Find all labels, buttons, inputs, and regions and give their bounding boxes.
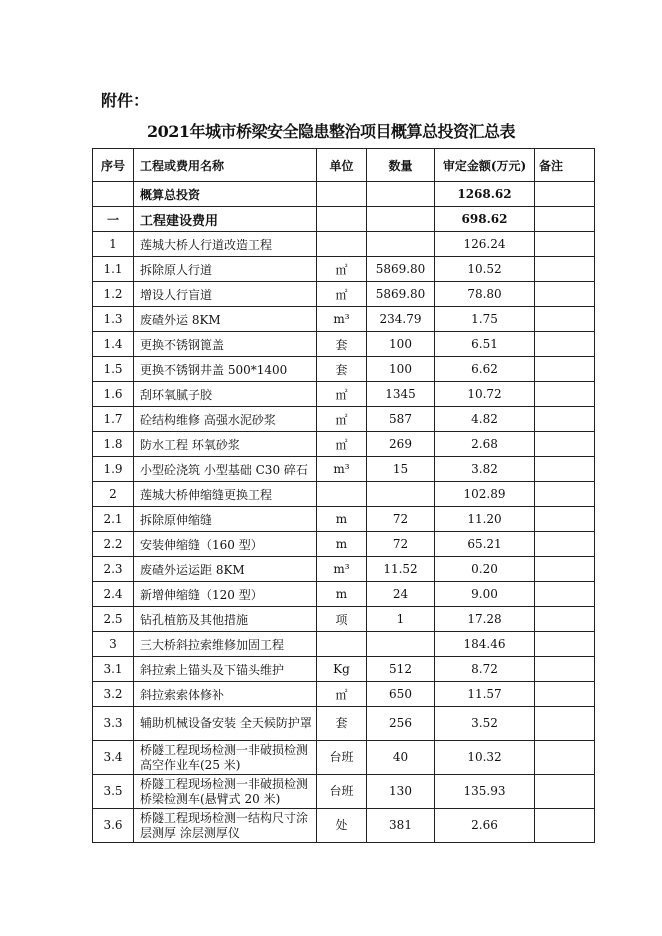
cell-no: 1.3 xyxy=(93,307,134,332)
cell-qty: 587 xyxy=(367,407,435,432)
cell-remark xyxy=(535,357,595,382)
cell-name: 概算总投资 xyxy=(134,182,317,207)
cell-name: 钻孔植筋及其他措施 xyxy=(134,607,317,632)
cell-no: 1.5 xyxy=(93,357,134,382)
table-row xyxy=(93,282,595,307)
cell-no: 3.4 xyxy=(93,741,134,775)
cell-unit: 套 xyxy=(317,357,367,382)
table-row xyxy=(93,582,595,607)
cell-name: 桥隧工程现场检测一结构尺寸涂层测厚 涂层测厚仪 xyxy=(134,809,317,843)
cell-unit: 套 xyxy=(317,707,367,741)
cell-remark xyxy=(535,809,595,843)
cell-unit xyxy=(317,182,367,207)
header-amount: 审定金额(万元) xyxy=(435,149,535,182)
cell-name: 拆除原人行道 xyxy=(134,257,317,282)
table-row xyxy=(93,182,595,207)
cell-qty: 11.52 xyxy=(367,557,435,582)
cell-qty: 100 xyxy=(367,357,435,382)
cell-qty: 40 xyxy=(367,741,435,775)
cell-unit: ㎡ xyxy=(317,432,367,457)
cell-amount: 2.68 xyxy=(435,432,535,457)
cell-name: 小型砼浇筑 小型基础 C30 碎石 xyxy=(134,457,317,482)
cell-remark xyxy=(535,432,595,457)
cell-amount: 8.72 xyxy=(435,657,535,682)
cell-name: 砼结构维修 高强水泥砂浆 xyxy=(134,407,317,432)
cell-unit: ㎡ xyxy=(317,282,367,307)
table-row xyxy=(93,257,595,282)
cell-name: 增设人行盲道 xyxy=(134,282,317,307)
cell-unit: ㎡ xyxy=(317,382,367,407)
cell-amount: 184.46 xyxy=(435,632,535,657)
cell-qty: 5869.80 xyxy=(367,257,435,282)
cell-amount: 11.57 xyxy=(435,682,535,707)
cell-amount: 3.82 xyxy=(435,457,535,482)
cell-qty: 269 xyxy=(367,432,435,457)
cell-remark xyxy=(535,257,595,282)
cell-remark xyxy=(535,532,595,557)
table-row xyxy=(93,682,595,707)
cell-name: 工程建设费用 xyxy=(134,207,317,232)
cell-name: 斜拉索索体修补 xyxy=(134,682,317,707)
cell-remark xyxy=(535,382,595,407)
cell-unit: 台班 xyxy=(317,775,367,809)
cell-qty xyxy=(367,482,435,507)
cell-name: 新增伸缩缝（120 型） xyxy=(134,582,317,607)
cell-remark xyxy=(535,507,595,532)
cell-remark xyxy=(535,307,595,332)
cell-amount: 698.62 xyxy=(435,207,535,232)
cell-remark xyxy=(535,775,595,809)
cell-remark xyxy=(535,741,595,775)
cell-name: 拆除原伸缩缝 xyxy=(134,507,317,532)
cell-remark xyxy=(535,282,595,307)
cell-qty: 1345 xyxy=(367,382,435,407)
cell-remark xyxy=(535,332,595,357)
cell-no: 3.6 xyxy=(93,809,134,843)
cell-amount: 135.93 xyxy=(435,775,535,809)
header-qty: 数量 xyxy=(367,149,435,182)
cell-qty xyxy=(367,207,435,232)
cell-qty: 5869.80 xyxy=(367,282,435,307)
table-row xyxy=(93,482,595,507)
cell-no: 1.8 xyxy=(93,432,134,457)
cell-name: 刮环氧腻子胶 xyxy=(134,382,317,407)
table-row xyxy=(93,775,595,809)
cell-unit: m xyxy=(317,507,367,532)
table-row xyxy=(93,332,595,357)
cell-unit: ㎡ xyxy=(317,682,367,707)
table-row xyxy=(93,232,595,257)
cell-qty: 381 xyxy=(367,809,435,843)
cell-no: 1.2 xyxy=(93,282,134,307)
cell-remark xyxy=(535,457,595,482)
table-row xyxy=(93,741,595,775)
header-name: 工程或费用名称 xyxy=(134,149,317,182)
table-row xyxy=(93,432,595,457)
table-row xyxy=(93,507,595,532)
cell-no xyxy=(93,182,134,207)
table-row xyxy=(93,457,595,482)
cell-no: 1.6 xyxy=(93,382,134,407)
cell-amount: 1.75 xyxy=(435,307,535,332)
header-unit: 单位 xyxy=(317,149,367,182)
cell-amount: 0.20 xyxy=(435,557,535,582)
cell-name: 防水工程 环氧砂浆 xyxy=(134,432,317,457)
cell-unit: 处 xyxy=(317,809,367,843)
cell-amount: 1268.62 xyxy=(435,182,535,207)
header-remark: 备注 xyxy=(535,149,595,182)
cell-qty: 512 xyxy=(367,657,435,682)
cell-unit: ㎡ xyxy=(317,407,367,432)
cell-qty: 1 xyxy=(367,607,435,632)
header-no: 序号 xyxy=(93,149,134,182)
table-row xyxy=(93,407,595,432)
cell-name: 三大桥斜拉索维修加固工程 xyxy=(134,632,317,657)
cell-unit: 套 xyxy=(317,332,367,357)
table-row xyxy=(93,557,595,582)
cell-amount: 4.82 xyxy=(435,407,535,432)
table-row xyxy=(93,307,595,332)
cell-unit: m³ xyxy=(317,557,367,582)
cell-name: 废碴外运 8KM xyxy=(134,307,317,332)
cell-unit: Kg xyxy=(317,657,367,682)
cell-qty xyxy=(367,182,435,207)
table-row xyxy=(93,532,595,557)
cell-amount: 2.66 xyxy=(435,809,535,843)
cell-no: 1.1 xyxy=(93,257,134,282)
cell-qty: 650 xyxy=(367,682,435,707)
cell-remark xyxy=(535,557,595,582)
cell-no: 1 xyxy=(93,232,134,257)
cell-qty: 130 xyxy=(367,775,435,809)
cell-no: 3.5 xyxy=(93,775,134,809)
table-row xyxy=(93,357,595,382)
cell-name: 安装伸缩缝（160 型） xyxy=(134,532,317,557)
cell-unit xyxy=(317,632,367,657)
cell-unit xyxy=(317,207,367,232)
cell-qty: 100 xyxy=(367,332,435,357)
cell-qty: 72 xyxy=(367,507,435,532)
cell-unit: ㎡ xyxy=(317,257,367,282)
cell-no: 2 xyxy=(93,482,134,507)
cell-no: 2.2 xyxy=(93,532,134,557)
table-header-row xyxy=(93,149,595,182)
cell-remark xyxy=(535,582,595,607)
cell-amount: 78.80 xyxy=(435,282,535,307)
investment-summary-table xyxy=(92,148,595,843)
cell-remark xyxy=(535,482,595,507)
cell-unit: m³ xyxy=(317,457,367,482)
cell-qty xyxy=(367,232,435,257)
cell-no: 1.7 xyxy=(93,407,134,432)
cell-remark xyxy=(535,182,595,207)
cell-amount: 126.24 xyxy=(435,232,535,257)
table-row xyxy=(93,382,595,407)
cell-no: 3.2 xyxy=(93,682,134,707)
cell-no: 一 xyxy=(93,207,134,232)
cell-qty: 256 xyxy=(367,707,435,741)
cell-amount: 10.72 xyxy=(435,382,535,407)
table-row xyxy=(93,809,595,843)
cell-no: 1.9 xyxy=(93,457,134,482)
cell-qty: 24 xyxy=(367,582,435,607)
cell-amount: 11.20 xyxy=(435,507,535,532)
cell-remark xyxy=(535,657,595,682)
document-title: 2021年城市桥梁安全隐患整治项目概算总投资汇总表 xyxy=(146,122,516,141)
cell-remark xyxy=(535,232,595,257)
table-row xyxy=(93,657,595,682)
cell-amount: 6.62 xyxy=(435,357,535,382)
cell-amount: 10.32 xyxy=(435,741,535,775)
cell-no: 3.1 xyxy=(93,657,134,682)
cell-name: 斜拉索上锚头及下锚头维护 xyxy=(134,657,317,682)
cell-qty xyxy=(367,632,435,657)
cell-no: 3.3 xyxy=(93,707,134,741)
cell-remark xyxy=(535,207,595,232)
cell-name: 莲城大桥伸缩缝更换工程 xyxy=(134,482,317,507)
cell-no: 2.1 xyxy=(93,507,134,532)
cell-unit xyxy=(317,232,367,257)
table-row xyxy=(93,607,595,632)
table-row xyxy=(93,632,595,657)
cell-qty: 72 xyxy=(367,532,435,557)
cell-unit: m xyxy=(317,582,367,607)
cell-amount: 10.52 xyxy=(435,257,535,282)
cell-remark xyxy=(535,632,595,657)
cell-unit xyxy=(317,482,367,507)
cell-remark xyxy=(535,682,595,707)
cell-no: 2.4 xyxy=(93,582,134,607)
cell-name: 莲城大桥人行道改造工程 xyxy=(134,232,317,257)
cell-remark xyxy=(535,607,595,632)
cell-name: 废碴外运运距 8KM xyxy=(134,557,317,582)
cell-name: 桥隧工程现场检测一非破损检测 桥梁检测车(悬臂式 20 米) xyxy=(134,775,317,809)
cell-name: 辅助机械设备安装 全天候防护罩 xyxy=(134,707,317,741)
table-row xyxy=(93,707,595,741)
cell-amount: 6.51 xyxy=(435,332,535,357)
attachment-label: 附件： xyxy=(101,91,150,110)
cell-amount: 3.52 xyxy=(435,707,535,741)
cell-unit: m³ xyxy=(317,307,367,332)
cell-no: 2.5 xyxy=(93,607,134,632)
cell-amount: 17.28 xyxy=(435,607,535,632)
cell-name: 更换不锈钢篦盖 xyxy=(134,332,317,357)
cell-unit: 台班 xyxy=(317,741,367,775)
cell-name: 桥隧工程现场检测一非破损检测 高空作业车(25 米) xyxy=(134,741,317,775)
cell-no: 3 xyxy=(93,632,134,657)
cell-remark xyxy=(535,407,595,432)
cell-unit: 项 xyxy=(317,607,367,632)
cell-name: 更换不锈钢井盖 500*1400 xyxy=(134,357,317,382)
cell-remark xyxy=(535,707,595,741)
cell-no: 2.3 xyxy=(93,557,134,582)
cell-unit: m xyxy=(317,532,367,557)
cell-amount: 9.00 xyxy=(435,582,535,607)
cell-amount: 65.21 xyxy=(435,532,535,557)
cell-qty: 234.79 xyxy=(367,307,435,332)
cell-no: 1.4 xyxy=(93,332,134,357)
cell-qty: 15 xyxy=(367,457,435,482)
cell-amount: 102.89 xyxy=(435,482,535,507)
table-row xyxy=(93,207,595,232)
